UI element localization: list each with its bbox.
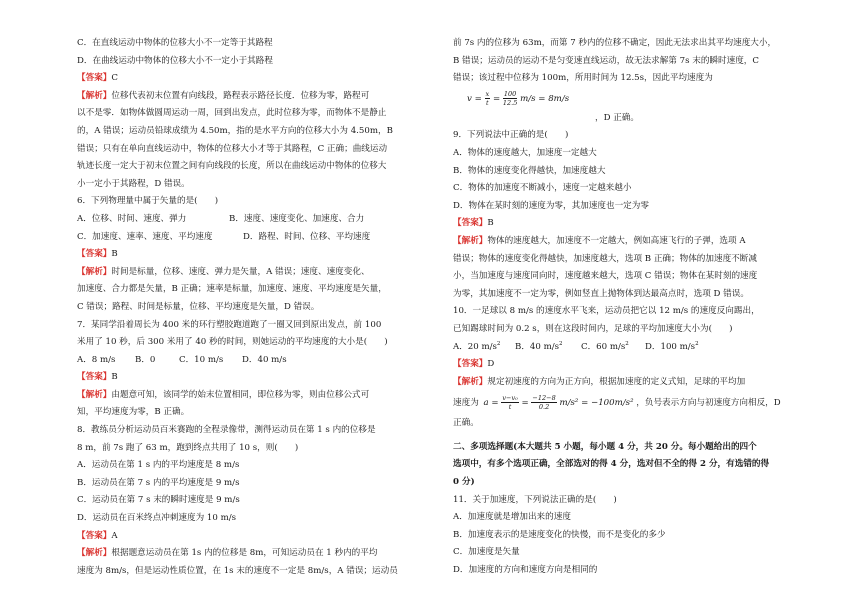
analysis-tag: 【解析】: [77, 90, 112, 101]
answer-value: D: [487, 359, 495, 370]
option-d: [645, 342, 699, 352]
answer-value: B: [111, 249, 118, 260]
text-line: 的，A 错误；运动员铅球成绩为 4.50m，指的是水平方向的位移大小为 4.50m，B: [77, 125, 393, 136]
denominator: t: [486, 98, 489, 107]
denominator: t: [508, 403, 512, 412]
text-line: 小，当加速度与速度同向时，速度越来越大，选项 C 错误；物体在某时刻的速度: [453, 271, 758, 282]
options-row: [77, 211, 405, 229]
text-line: 加速度、合力都是矢量，B 正确；速率是标量，加速度、速度、平均速度是矢量，: [77, 284, 387, 295]
answer-line: [77, 246, 405, 264]
answer-value: B: [111, 372, 118, 383]
velocity-formula: [453, 88, 781, 110]
option-b-text: B．40 m/s: [515, 341, 560, 352]
numerator: 100: [503, 89, 517, 98]
section-heading: 选项中，有多个选项正确，全部选对的得 4 分，选对但不全的得 2 分，有选错的得: [453, 459, 770, 470]
answer-line: [77, 70, 405, 88]
question-11: 11．关于加速度，下列说法正确的是( ): [453, 494, 617, 505]
text-line: 8 m，前 7s 跑了 63 m，跑到终点共用了 10 s，则( ): [77, 442, 299, 453]
formula-lead: 速度为: [453, 398, 479, 409]
analysis-text: 由题意可知，该同学的始末位置相同，即位移为零，则由位移公式可: [111, 389, 370, 400]
option-c: C．运动员在第 7 s 末的瞬时速度是 9 m/s: [77, 495, 240, 506]
analysis-line: [77, 545, 405, 563]
exponent: 2: [559, 340, 563, 347]
left-column: [77, 35, 405, 580]
formula-result: m/s² = −100m/s²: [559, 398, 634, 409]
formula-fraction: [485, 90, 491, 107]
analysis-text: 规定初速度的方向为正方向，根据加速度的定义式知，足球的平均加: [487, 376, 746, 387]
text-line: 前 7s 内的位移为 63m，而第 7 秒内的位移不确定，因此无法求出其平均速度大小，: [453, 38, 777, 48]
option-b: B．0: [135, 354, 156, 365]
text-line: 小一定小于其路程，D 错误。: [77, 178, 190, 189]
analysis-tag: 【解析】: [77, 389, 112, 400]
answer-line: [77, 528, 405, 546]
option-a: [453, 339, 515, 357]
answer-line: [453, 215, 781, 233]
text-line: 错误；物体的速度变化得越快，加速度越大，选项 B 正确；物体的加速度不断减: [453, 253, 757, 264]
text-line: 以不是零．如物体做圆周运动一周，回到出发点，此时位移为零，而物体不是静止: [77, 108, 387, 119]
options-row: [77, 229, 405, 247]
section-heading: 0 分): [453, 477, 475, 488]
answer-tag: 【答案】: [453, 359, 488, 370]
formula-fraction: [531, 394, 556, 411]
text-line: C 错误；路程、时间是标量，位移、平均速度是矢量，D 错误。: [77, 301, 320, 312]
formula-equals: =: [492, 93, 501, 104]
options-row: [453, 339, 781, 357]
answer-line: [77, 369, 405, 387]
option-b: [515, 339, 581, 357]
analysis-line: [77, 387, 405, 405]
denominator: 12.5: [502, 98, 518, 107]
section-heading: 二、多项选择题(本大题共 5 小题，每小题 4 分，共 20 分。每小题给出的四个: [453, 441, 757, 452]
option-b: B．运动员在第 7 s 内的平均速度是 9 m/s: [77, 477, 240, 488]
text-line: 轨迹长度一定大于初末位置之间有向线段的长度，所以在曲线运动中物体的位移大: [77, 161, 387, 172]
answer-value: A: [111, 530, 118, 541]
formula-equals: =: [474, 93, 482, 104]
acceleration-formula-line: [453, 391, 781, 415]
analysis-line: [453, 374, 781, 392]
answer-tag: 【答案】: [453, 218, 488, 229]
numerator: v−v₀: [502, 394, 518, 403]
option-d: D．40 m/s: [242, 354, 287, 365]
numerator: −12−8: [532, 394, 556, 403]
answer-tag: 【答案】: [77, 372, 112, 383]
option-a: A．位移、时间、速度、弹力: [77, 213, 187, 224]
text-line: B 错误；运动员的运动不是匀变速直线运动，故无法求解第 7s 末的瞬时速度，C: [453, 55, 759, 66]
analysis-tag: 【解析】: [77, 548, 112, 559]
option-d: D．加速度的方向和速度方向是相同的: [453, 565, 598, 576]
answer-tag: 【答案】: [77, 530, 112, 541]
option-a: A．加速度就是增加出来的速度: [453, 512, 571, 523]
option-a: A．8 m/s: [77, 354, 116, 365]
numerator: x: [485, 89, 490, 98]
option-c: C．在直线运动中物体的位移大小不一定等于其路程: [77, 38, 273, 48]
exponent: 2: [625, 340, 629, 347]
option-d: D．物体在某时刻的速度为零，其加速度也一定为零: [453, 200, 649, 211]
question-7: 7．某同学沿着周长为 400 米的环行塑胶跑道跑了一圈又回到原出发点，前 100: [77, 319, 382, 330]
options-row: [77, 352, 405, 370]
text-line: 米用了 10 秒，后 300 米用了 40 秒的时间，则她运动的平均速度的大小是( ): [77, 337, 388, 348]
option-a-text: A．20 m/s: [453, 341, 497, 352]
analysis-line: [453, 233, 781, 251]
answer-tag: 【答案】: [77, 249, 112, 260]
answer-value: B: [487, 218, 494, 229]
analysis-line: [77, 88, 405, 106]
right-column: [453, 35, 781, 580]
text-line: 速度为 8m/s，但是运动性质位置，在 1s 末的速度不一定是 8m/s，A 错误；运动员: [77, 565, 398, 576]
exponent: 2: [496, 340, 501, 347]
formula-result: m/s = 8m/s: [520, 93, 570, 104]
option-d: D．在曲线运动中物体的位移大小不一定小于其路程: [77, 55, 273, 66]
analysis-tag: 【解析】: [453, 235, 488, 246]
analysis-text: 物体的速度越大，加速度不一定越大，例如高速飞行的子弹，选项 A: [487, 235, 746, 246]
text-line: 正确。: [453, 418, 479, 429]
formula-tail: ，负号表示方向与初速度方向相反，D: [636, 398, 781, 409]
option-d: D．路程、时间、位移、平均速度: [243, 231, 371, 242]
answer-value: C: [111, 73, 118, 84]
formula-symbol: v: [467, 93, 472, 104]
option-c: C．加速度、速率、速度、平均速度: [77, 231, 213, 242]
question-8: 8．教练员分析运动员百米赛跑的全程录像带，测得运动员在第 1 s 内的位移是: [77, 425, 376, 436]
analysis-tag: 【解析】: [77, 266, 112, 277]
option-d-text: D．100 m/s: [645, 341, 696, 352]
formula-symbol: a: [483, 398, 489, 409]
formula-equals: =: [491, 398, 499, 409]
formula-fraction: [503, 90, 517, 107]
text-line: ，D 正确。: [595, 112, 639, 123]
option-d: D．运动员在百米终点冲刺速度为 10 m/s: [77, 513, 237, 524]
question-9: 9．下列说法中正确的是( ): [453, 130, 569, 141]
answer-tag: 【答案】: [77, 73, 112, 84]
analysis-text: 时间是标量，位移、速度、弹力是矢量，A 错误；速度、速度变化、: [111, 266, 370, 277]
option-c: [581, 339, 645, 357]
option-b: B．加速度表示的是速度变化的快慢，而不是变化的多少: [453, 529, 666, 540]
text-line: 已知踢球时间为 0.2 s，则在这段时间内，足球的平均加速度大小为( ): [453, 323, 733, 334]
option-b: B．物体的速度变化得越快，加速度越大: [453, 165, 606, 176]
analysis-line: [77, 264, 405, 282]
option-a: A．运动员在第 1 s 内的平均速度是 8 m/s: [77, 460, 240, 471]
formula-equals: =: [521, 398, 529, 409]
question-10: 10．一足球以 8 m/s 的速度水平飞来，运动员把它以 12 m/s 的速度反向踢出，: [453, 306, 760, 317]
text-line: 错误；只有在单向直线运动中，物体的位移大小才等于其路程，C 正确；曲线运动: [77, 143, 388, 154]
option-c: C．物体的加速度不断减小，速度一定越来越小: [453, 183, 632, 194]
answer-line: [453, 356, 781, 374]
analysis-tag: 【解析】: [453, 376, 488, 387]
option-c-text: C．60 m/s: [581, 341, 626, 352]
option-c: C．加速度是矢量: [453, 547, 520, 558]
analysis-text: 根据题意运动员在第 1s 内的位移是 8m，可知运动员在 1 秒内的平均: [111, 548, 378, 559]
analysis-text: 位移代表初末位置有向线段，路程表示路径长度．位移为零，路程可: [111, 90, 370, 101]
text-line: 为零，其加速度不一定为零，例如竖直上抛物体到达最高点时，选项 D 错误。: [453, 288, 749, 299]
question-6: 6．下列物理量中属于矢量的是( ): [77, 196, 219, 207]
option-b: B．速度、速度变化、加速度、合力: [229, 213, 365, 224]
exponent: 2: [695, 340, 699, 347]
text-line: 知，平均速度为零，B 正确。: [77, 407, 190, 418]
denominator: 0.2: [538, 403, 550, 412]
option-c: C．10 m/s: [179, 354, 224, 365]
acceleration-formula: [479, 394, 636, 412]
option-a: A．物体的速度越大，加速度一定越大: [453, 147, 597, 158]
formula-fraction: [501, 394, 518, 411]
text-line: 错误；该过程中位移为 100m，所用时间为 12.5s，因此平均速度为: [453, 73, 713, 84]
